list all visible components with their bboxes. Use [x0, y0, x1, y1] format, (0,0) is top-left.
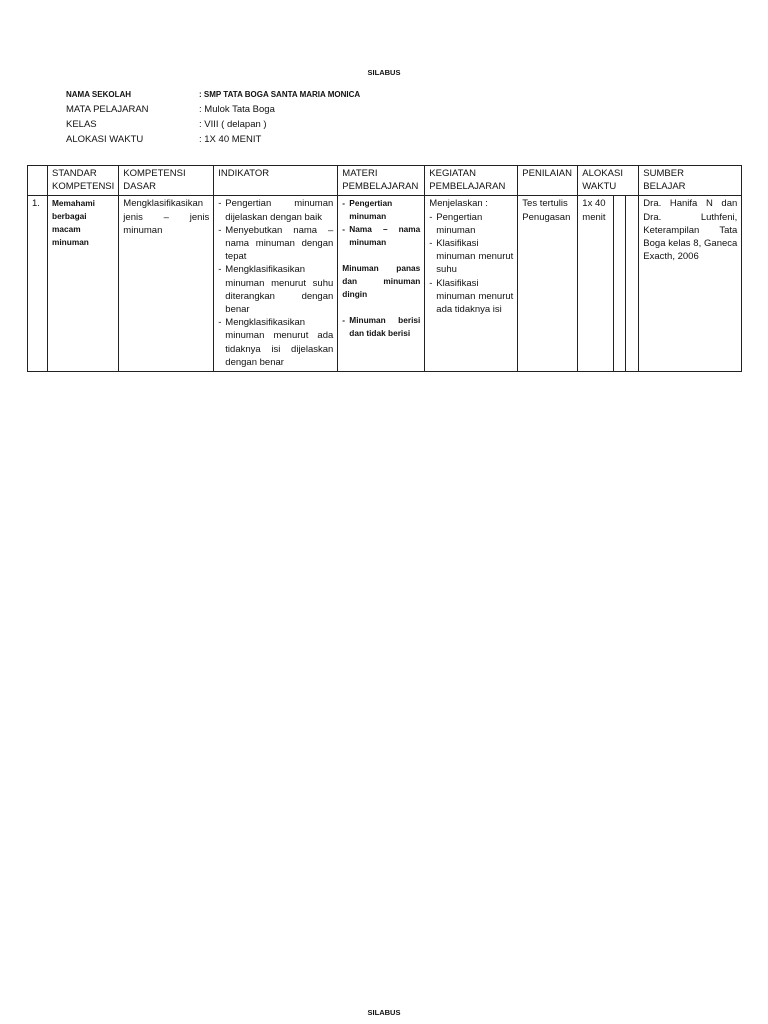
header-row-school — [66, 87, 360, 102]
cell-no: 1. — [28, 196, 48, 372]
header-text: WAKTU — [582, 181, 617, 193]
cell-materi — [338, 196, 425, 372]
header-text: ALOKASI — [582, 168, 623, 179]
header-text: PEMBELAJARAN — [429, 181, 506, 193]
kegiatan-intro: Menjelaskan : — [429, 198, 488, 210]
header-text: PENILAIAN — [522, 168, 572, 179]
kegiatan-item: - Pengertian minuman — [429, 211, 513, 237]
kegiatan-item: - Klasifikasi minuman menurut ada tidaknya isi — [429, 277, 513, 317]
header-text: INDIKATOR — [218, 168, 270, 179]
document-title: SILABUS — [367, 68, 401, 77]
materi-text: minuman — [349, 211, 387, 222]
header-row-time — [66, 132, 360, 147]
indikator-item: - Pengertian minuman dijelaskan dengan baik — [218, 197, 333, 223]
footer-title: SILABUS — [367, 1008, 401, 1017]
header-kegiatan — [425, 166, 518, 196]
cell-standar-kompetensi: Memahami berbagai macam minuman — [48, 196, 119, 372]
header-text: KEGIATAN — [429, 168, 476, 179]
header-text: KOMPETENSI — [52, 181, 115, 193]
cell-indikator — [214, 196, 338, 372]
label-kelas: KELAS — [66, 119, 97, 130]
header-text: STANDAR — [52, 168, 97, 179]
header-penilaian — [518, 166, 578, 196]
label-alokasi-waktu: ALOKASI WAKTU — [66, 134, 144, 145]
header-no — [28, 166, 48, 196]
header-kompetensi-dasar — [119, 166, 214, 196]
header-row-class — [66, 117, 360, 132]
header-text: MATERI — [342, 168, 378, 179]
value-kelas: : VIII ( delapan ) — [199, 119, 267, 130]
header-row-subject — [66, 102, 360, 117]
label-nama-sekolah: NAMA SEKOLAH — [66, 90, 132, 99]
indikator-item: - Mengklasifikasikan minuman menurut suhu diterangkan dengan benar — [218, 263, 333, 316]
syllabus-table — [27, 165, 742, 372]
materi-text: - Pengertian — [349, 198, 393, 209]
cell-kompetensi-dasar: Mengklasifikasikan jenis – jenis minuman — [119, 196, 214, 372]
materi-item: Minuman panas dan minuman dingin — [342, 263, 421, 300]
materi-item: - Minuman berisi dan tidak berisi — [342, 314, 420, 340]
cell-sumber-belajar: Dra. Hanifa N dan Dra. Luthfeni, Keterampilan Tata Boga kelas 8, Ganeca Exacth, 2006 — [639, 196, 742, 372]
indikator-item: - Mengklasifikasikan minuman menurut ada tidaknya isi dijelaskan dengan benar — [218, 316, 333, 369]
cell-kegiatan — [425, 196, 518, 372]
header-text: BELAJAR — [643, 181, 686, 193]
table-header-row — [28, 166, 742, 196]
header-text: KOMPETENSI — [123, 168, 186, 179]
table-row — [28, 196, 742, 372]
header-text: PEMBELAJARAN — [342, 181, 419, 193]
cell-empty — [626, 196, 639, 372]
kegiatan-item: - Klasifikasi minuman menurut suhu — [429, 237, 513, 277]
identity-header — [66, 87, 360, 147]
indikator-item: - Menyebutkan nama – nama minuman dengan tepat — [218, 224, 333, 264]
header-text: SUMBER — [643, 168, 684, 179]
header-sumber-belajar — [639, 166, 742, 196]
header-text: DASAR — [123, 181, 157, 193]
header-standar-kompetensi — [48, 166, 119, 196]
cell-penilaian: Tes tertulis Penugasan — [518, 196, 578, 372]
header-materi — [338, 166, 425, 196]
value-alokasi-waktu: : 1X 40 MENIT — [199, 134, 262, 145]
materi-item — [342, 197, 420, 223]
label-mata-pelajaran: MATA PELAJARAN — [66, 104, 149, 115]
header-indikator — [214, 166, 338, 196]
materi-item: - Nama – nama minuman — [342, 223, 420, 249]
value-mata-pelajaran: : Mulok Tata Boga — [199, 104, 275, 115]
value-nama-sekolah: : SMP TATA BOGA SANTA MARIA MONICA — [199, 90, 361, 99]
cell-empty — [614, 196, 626, 372]
header-alokasi-waktu — [578, 166, 639, 196]
cell-alokasi: 1x 40 menit — [578, 196, 614, 372]
